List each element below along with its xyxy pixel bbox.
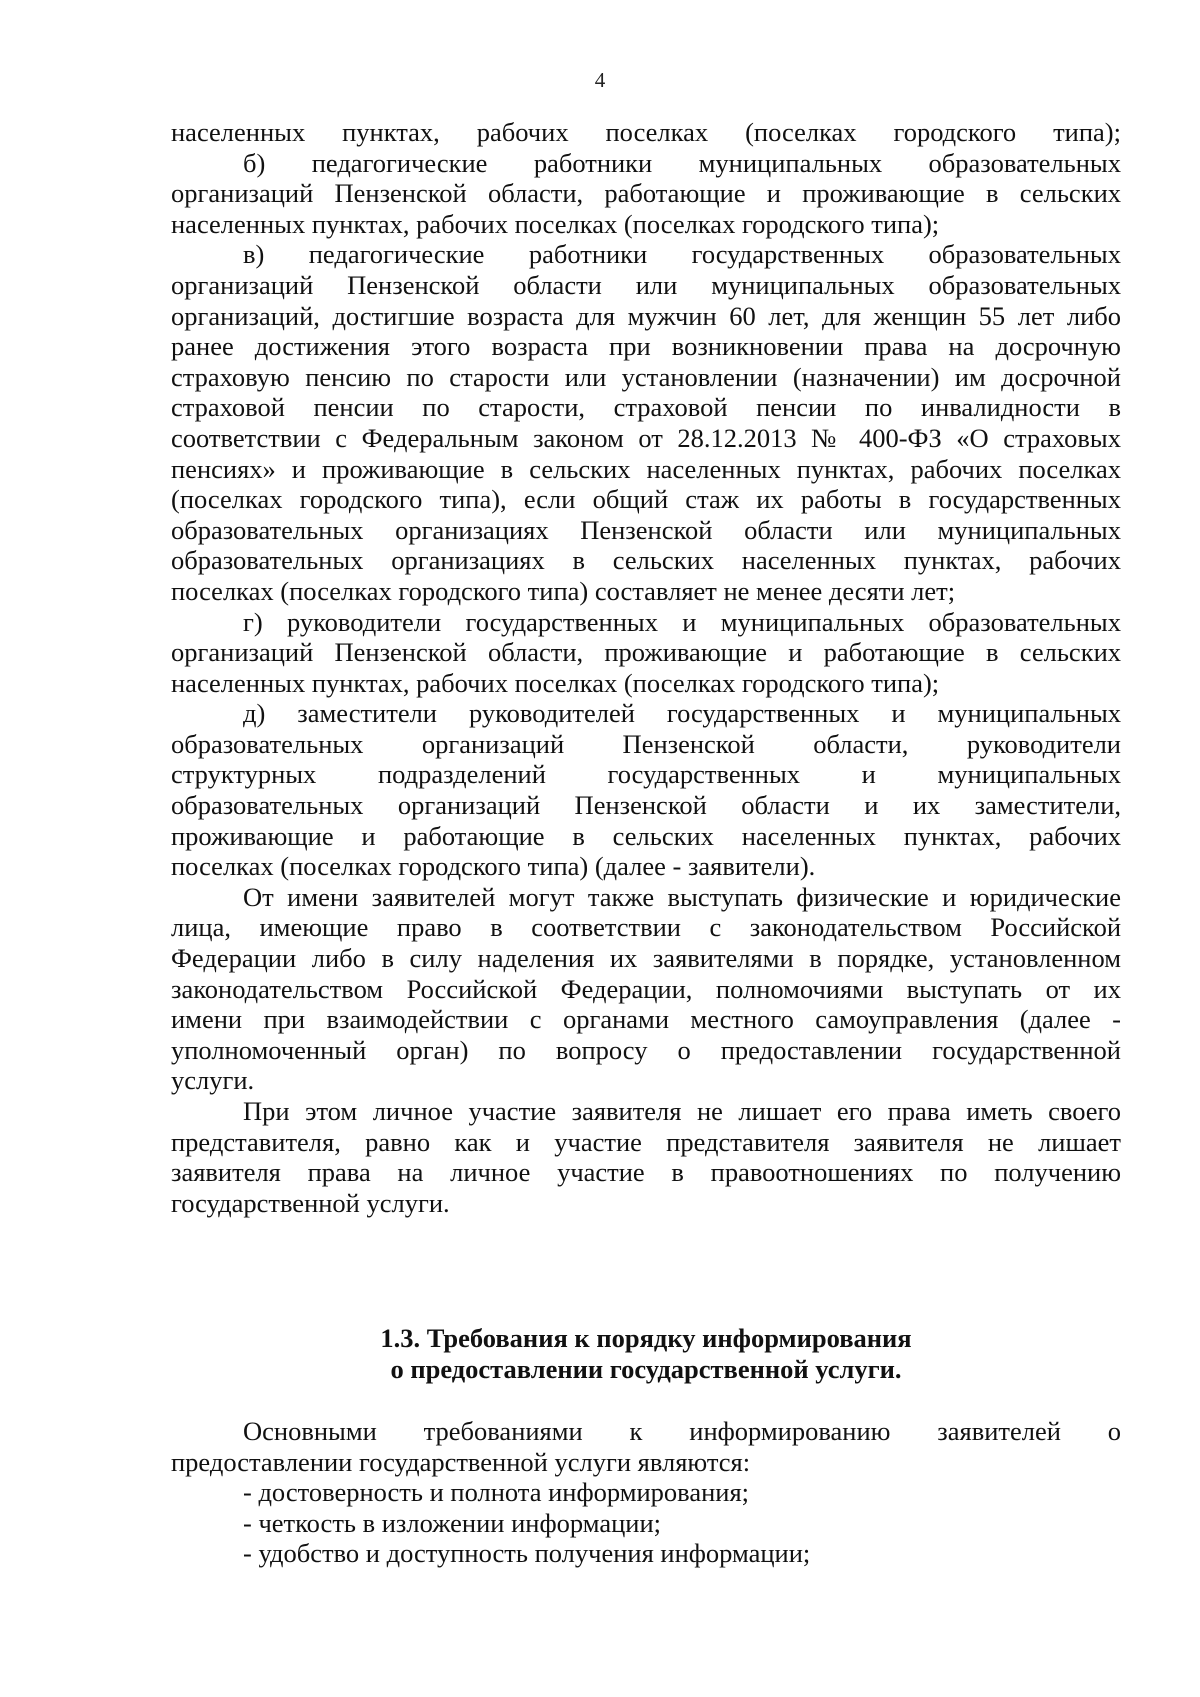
text-line: имени при взаимодействии с органами местного самоуправления (далее -	[171, 1004, 1121, 1035]
text-line: От имени заявителей могут также выступать физические и юридические	[243, 881, 1121, 912]
text-line: лица, имеющие право в соответствии с законодательством Российской	[171, 912, 1121, 943]
text-line: страховую пенсию по старости или установлении (назначении) им досрочной	[171, 361, 1121, 392]
text-line: Основными требованиями к информированию заявителей о	[243, 1416, 1121, 1446]
text-line: образовательных организаций Пензенской области, руководители	[171, 728, 1121, 759]
text-line: в) педагогические работники государственных образовательных	[243, 239, 1121, 270]
page-number: 4	[594, 68, 606, 92]
text-line: представителя, равно как и участие представителя заявителя не лишает	[171, 1126, 1121, 1157]
text-line: ранее достижения этого возраста при возникновении права на досрочную	[171, 331, 1121, 362]
text-line: б) педагогические работники муниципальных образовательных	[243, 147, 1121, 178]
text-line: проживающие и работающие в сельских населенных пунктах, рабочих	[171, 820, 1121, 851]
text-line: законодательством Российской Федерации, полномочиями выступать от их	[171, 973, 1121, 1004]
section-heading	[171, 1323, 1121, 1385]
text-line: организаций, достигшие возраста для мужчин 60 лет, для женщин 55 лет либо	[171, 300, 1121, 331]
text-line: предоставлении государственной услуги являются:	[171, 1446, 751, 1477]
text-line: Федерации либо в силу наделения их заявителями в порядке, установленном	[171, 943, 1121, 974]
text-line: страховой пенсии по старости, страховой пенсии по инвалидности в	[171, 392, 1121, 423]
text-line: структурных подразделений государственных и муниципальных	[171, 759, 1121, 790]
text-line: организаций Пензенской области или муниципальных образовательных	[171, 269, 1121, 300]
text-line: При этом личное участие заявителя не лишает его права иметь своего	[243, 1096, 1121, 1126]
text-line: соответствии с Федеральным законом от 28.12.2013 № 400-ФЗ «О страховых	[171, 422, 1121, 453]
heading-line: 1.3. Требования к порядку информирования	[380, 1323, 912, 1353]
text-line: уполномоченный орган) по вопросу о предоставлении государственной	[171, 1034, 1121, 1065]
text-line: населенных пунктах, рабочих поселках (поселках городского типа);	[171, 208, 940, 239]
list-item: - удобство и доступность получения информации;	[243, 1538, 811, 1569]
text-line: заявителя права на личное участие в правоотношениях по получению	[171, 1157, 1121, 1188]
list-item: - достоверность и полнота информирования;	[243, 1477, 750, 1508]
text-line: образовательных организаций Пензенской области и их заместители,	[171, 790, 1121, 821]
text-line: поселках (поселках городского типа) (далее - заявители).	[171, 851, 816, 882]
text-line: г) руководители государственных и муниципальных образовательных	[243, 606, 1121, 637]
text-line: образовательных организациях Пензенской области или муниципальных	[171, 514, 1121, 545]
text-line: организаций Пензенской области, работающие и проживающие в сельских	[171, 178, 1121, 209]
text-line: государственной услуги.	[171, 1187, 450, 1218]
text-line: (поселках городского типа), если общий стаж их работы в государственных	[171, 484, 1121, 515]
text-line: поселках (поселках городского типа) составляет не менее десяти лет;	[171, 575, 956, 606]
text-line: д) заместители руководителей государственных и муниципальных	[243, 698, 1121, 729]
text-line: организаций Пензенской области, проживающие и работающие в сельских	[171, 637, 1121, 668]
text-line: пенсиях» и проживающие в сельских населенных пунктах, рабочих поселках	[171, 453, 1121, 484]
text-line: населенных пунктах, рабочих поселках (поселках городского типа);	[171, 667, 940, 698]
list-item: - четкость в изложении информации;	[243, 1507, 661, 1538]
body-text	[171, 117, 1121, 1218]
text-line: образовательных организациях в сельских населенных пунктах, рабочих	[171, 545, 1121, 576]
requirements-text	[171, 1416, 1121, 1569]
text-line: услуги.	[171, 1065, 255, 1096]
text-line: населенных пунктах, рабочих поселках (поселках городского типа);	[171, 117, 1121, 147]
heading-line: о предоставлении государственной услуги.	[390, 1354, 902, 1384]
